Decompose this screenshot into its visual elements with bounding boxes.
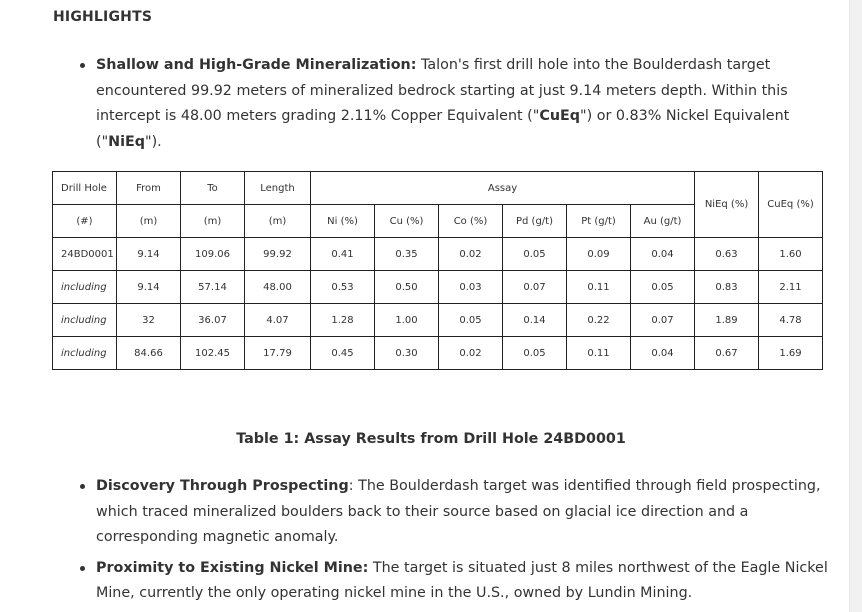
table-cell: 0.67 [695,337,759,370]
table-cell: 0.41 [311,238,375,271]
unit-cell: (m) [181,205,245,238]
table-cell: 0.09 [567,238,631,271]
table-cell: 0.07 [503,271,567,304]
table-cell: 32 [117,304,181,337]
table-header-row [53,172,823,205]
highlight-mineralization [96,53,851,155]
table-cell: 17.79 [245,337,311,370]
highlight-mineralization-title: Shallow and High-Grade Mineralization: [96,57,417,73]
header-from: From [117,172,181,205]
table-cell: including [53,271,117,304]
highlight-prospecting-text: : The Boulderdash target was identified through field prospecting, which traced mineralized boulders back to their source based on glacial ice direction and a corresponding magnetic anomaly. [96,478,821,545]
highlight-mineralization-text-c: "). [145,133,162,150]
header-assay: Assay [311,172,695,205]
vertical-scrollbar[interactable] [849,0,862,612]
header-nieq: NiEq (%) [695,172,759,238]
table-cell: 4.78 [759,304,823,337]
table-cell: 1.69 [759,337,823,370]
table-cell: 0.45 [311,337,375,370]
highlight-mineralization-text-b: ") or 0.83% Nickel Equivalent (" [96,108,790,150]
table-cell: 1.89 [695,304,759,337]
table-cell: 1.60 [759,238,823,271]
table-cell: 0.05 [439,304,503,337]
table-cell: 0.02 [439,238,503,271]
table-cell: 99.92 [245,238,311,271]
table-cell: 2.11 [759,271,823,304]
table-cell: 0.11 [567,271,631,304]
table-cell: 0.35 [375,238,439,271]
table-cell: 84.66 [117,337,181,370]
highlight-proximity [96,556,851,607]
table-cell: including [53,337,117,370]
table-cell: 109.06 [181,238,245,271]
cueq-term: CuEq [539,108,580,124]
highlight-proximity-title: Proximity to Existing Nickel Mine: [96,559,369,576]
table-cell: 24BD0001 [53,238,117,271]
table-cell: 0.05 [503,238,567,271]
table-cell: 1.28 [311,304,375,337]
unit-cell: (m) [117,205,181,238]
table-cell: including [53,304,117,337]
table-cell: 0.04 [631,238,695,271]
highlights-list-bottom [53,474,851,612]
table-cell: 36.07 [181,304,245,337]
unit-cell: (#) [53,205,117,238]
unit-cell: (m) [245,205,311,238]
table-cell: 0.02 [439,337,503,370]
header-length: Length [245,172,311,205]
header-drill-hole: Drill Hole [53,172,117,205]
unit-cell: Ni (%) [311,205,375,238]
unit-cell: Co (%) [439,205,503,238]
table-cell: 0.03 [439,271,503,304]
nieq-term: NiEq [108,133,146,150]
table-cell: 9.14 [117,271,181,304]
table-cell: 0.11 [567,337,631,370]
table-cell: 0.83 [695,271,759,304]
table-row [53,271,823,304]
table-row [53,238,823,271]
table-cell: 0.05 [631,271,695,304]
unit-cell: Au (g/t) [631,205,695,238]
header-to: To [181,172,245,205]
table-caption: Table 1: Assay Results from Drill Hole 24BD0001 [236,431,626,447]
unit-cell: Cu (%) [375,205,439,238]
table-cell: 0.53 [311,271,375,304]
highlights-heading: HIGHLIGHTS [53,9,153,25]
table-cell: 102.45 [181,337,245,370]
table-cell: 0.14 [503,304,567,337]
unit-cell: Pd (g/t) [503,205,567,238]
highlight-prospecting [96,474,851,551]
table-cell: 0.04 [631,337,695,370]
table-cell: 1.00 [375,304,439,337]
table-cell: 57.14 [181,271,245,304]
table-cell: 0.05 [503,337,567,370]
highlights-list-top [53,53,851,160]
unit-cell: Pt (g/t) [567,205,631,238]
assay-results-table [52,171,823,370]
header-cueq: CuEq (%) [759,172,823,238]
table-cell: 48.00 [245,271,311,304]
table-cell: 0.22 [567,304,631,337]
highlight-proximity-text: The target is situated just 8 miles northwest of the Eagle Nickel Mine, currently the only operating nickel mine in the U.S., owned by Lundin Mining. [96,559,828,601]
table-row [53,337,823,370]
table-cell: 0.50 [375,271,439,304]
highlight-prospecting-title: Discovery Through Prospecting [96,478,349,494]
table-row [53,304,823,337]
table-cell: 0.63 [695,238,759,271]
table-cell: 0.30 [375,337,439,370]
table-cell: 9.14 [117,238,181,271]
table-cell: 4.07 [245,304,311,337]
table-cell: 0.07 [631,304,695,337]
highlight-mineralization-text-a: Talon's first drill hole into the Boulderdash target encountered 99.92 meters of mineralized bedrock starting at just 9.14 meters depth. Within this intercept is 48.00 meters grading 2.11% Copper Equivalent (" [96,57,788,124]
